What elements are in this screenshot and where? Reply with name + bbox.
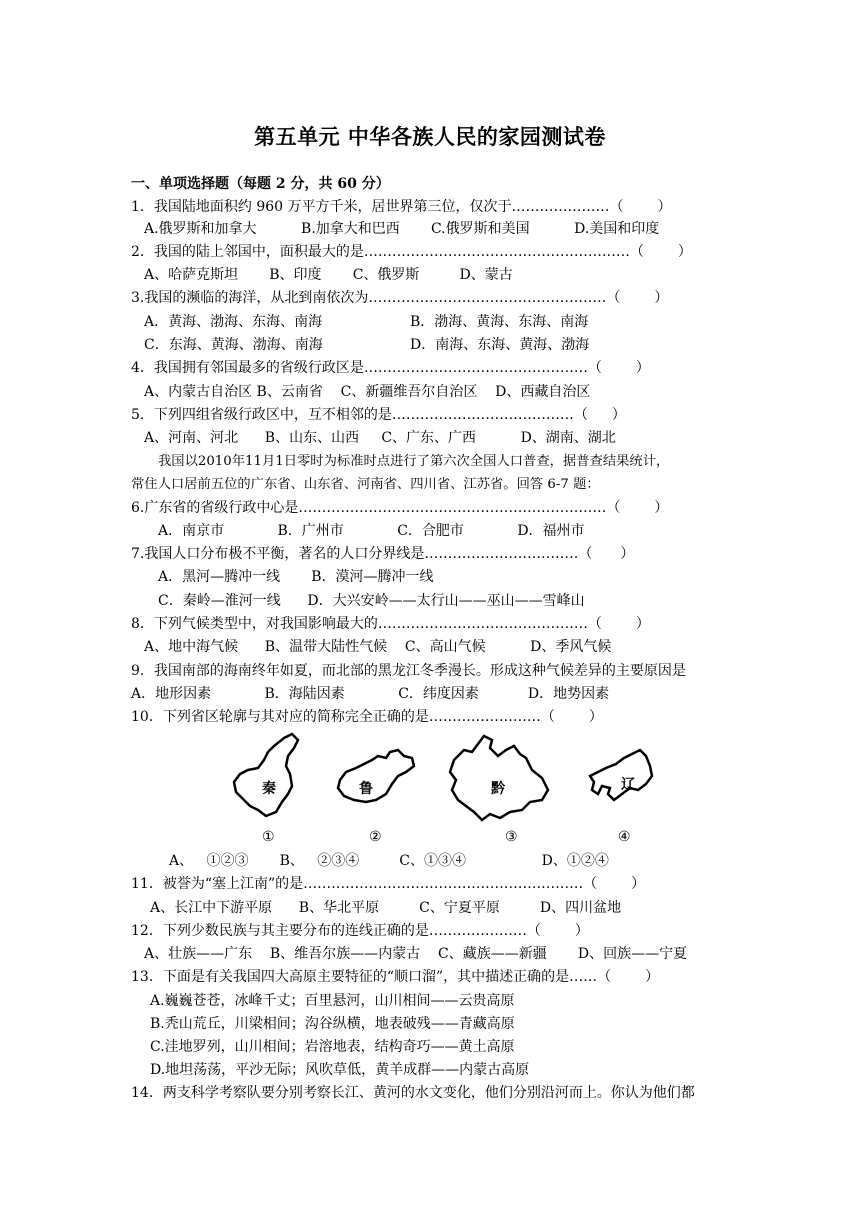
answer-paren-close: ） <box>620 546 635 562</box>
answer-paren-close: ） <box>588 709 603 725</box>
answer-paren-close: ） <box>677 244 692 260</box>
answer-paren-close: ） <box>635 360 650 376</box>
shandong-outline-map <box>338 750 414 802</box>
answer-paren-close: ） <box>654 500 669 516</box>
question-stem: 3.我国的濒临的海洋，从北到南依次为……………………………………………（ <box>131 290 621 306</box>
province-outline-maps <box>226 730 666 826</box>
question-2-options: A、哈萨克斯坦 B、印度 C、俄罗斯 D、蒙古 <box>144 267 513 283</box>
map-label-qin: 秦 <box>262 781 276 797</box>
question-12-options: A、壮族——广东 B、维吾尔族——内蒙古 C、藏族——新疆 D、回族——宁夏 <box>144 946 688 962</box>
question-3-option-d: D．南海、东海、黄海、渤海 <box>410 337 590 353</box>
question-stem: 8．下列气候类型中，对我国影响最大的………………………………………（ <box>131 616 602 632</box>
question-12 <box>131 921 589 941</box>
question-13 <box>131 967 659 987</box>
question-stem: 7.我国人口分布极不平衡，著名的人口分界线是……………………………（ <box>131 546 593 562</box>
reading-passage-line-2: 常住人口居前五位的广东省、山东省、河南省、四川省、江苏省。回答 6-7 题： <box>131 477 600 492</box>
map-label-qian: 黔 <box>491 781 505 797</box>
question-7-options-cd: C．秦岭—淮河一线 D．大兴安岭——太行山——巫山——雪峰山 <box>158 593 585 609</box>
question-3-option-b: B．渤海、黄海、东海、南海 <box>410 314 589 330</box>
question-4-options: A、内蒙古自治区 B、云南省 C、新疆维吾尔自治区 D、西藏自治区 <box>144 384 591 400</box>
question-13-option-d: D.地坦荡荡，平沙无际；风吹草低，黄羊成群——内蒙古高原 <box>150 1062 530 1078</box>
question-10-options: A、 ①②③ B、 ②③④ C、①③④ D、①②④ <box>169 853 609 869</box>
question-9: 9．我国南部的海南终年如夏，而北部的黑龙江冬季漫长。形成这种气候差异的主要原因是 <box>131 663 686 679</box>
question-11-options: A、长江中下游平原 B、华北平原 C、宁夏平原 D、四川盆地 <box>150 900 622 916</box>
map-number-4: ④ <box>618 829 631 845</box>
question-2 <box>131 242 692 262</box>
map-label-lu: 鲁 <box>359 781 373 797</box>
question-9-options: A．地形因素 B．海陆因素 C．纬度因素 D．地势因素 <box>131 686 610 702</box>
map-number-3: ③ <box>505 829 518 845</box>
answer-paren-close: ） <box>611 407 626 423</box>
question-5-options: A、河南、河北 B、山东、山西 C、广东、广西 D、湖南、湖北 <box>144 430 616 446</box>
question-7 <box>131 544 634 564</box>
question-6 <box>131 498 668 518</box>
question-stem: 6.广东省的省级行政中心是…………………………………………………………（ <box>131 500 621 516</box>
question-8 <box>131 614 650 634</box>
answer-paren-close: ） <box>635 616 650 632</box>
map-number-1: ① <box>262 829 275 845</box>
answer-paren-close: ） <box>657 199 672 215</box>
answer-paren-close: ） <box>574 923 589 939</box>
question-stem: 5．下列四组省级行政区中，互不相邻的是…………………………………（ <box>131 407 588 423</box>
question-11 <box>131 874 645 894</box>
question-13-option-a: A.巍巍苍苍，冰峰千丈；百里悬河，山川相间——云贵高原 <box>150 993 515 1009</box>
question-6-options: A．南京市 B．广州市 C．合肥市 D．福州市 <box>158 523 585 539</box>
question-stem: 10．下列省区轮廓与其对应的简称完全正确的是……………………（ <box>131 709 555 725</box>
question-1-options: A.俄罗斯和加拿大 B.加拿大和巴西 C.俄罗斯和美国 D.美国和印度 <box>144 221 660 237</box>
question-7-options-ab: A．黑河—腾冲一线 B．漠河—腾冲一线 <box>158 569 434 585</box>
question-3-option-c: C．东海、黄海、渤海、南海 <box>144 337 323 353</box>
page-title: 第五单元 中华各族人民的家园测试卷 <box>254 125 606 149</box>
shaanxi-outline-map <box>234 734 298 816</box>
question-1 <box>131 197 672 217</box>
question-stem: 11．被誉为“塞上江南”的是……………………………………………………（ <box>131 876 598 892</box>
question-8-options: A、地中海气候 B、温带大陆性气候 C、高山气候 D、季风气候 <box>144 639 612 655</box>
answer-paren-close: ） <box>631 876 646 892</box>
answer-paren-close: ） <box>654 290 669 306</box>
question-stem: 1．我国陆地面积约 960 万平方千米，居世界第三位，仅次于…………………（ <box>131 199 624 215</box>
question-stem: 13．下面是有关我国四大高原主要特征的“顺口溜”，其中描述正确的是……（ <box>131 969 612 985</box>
question-stem: 4．我国拥有邻国最多的省级行政区是…………………………………………（ <box>131 360 602 376</box>
map-label-liao: 辽 <box>621 777 635 793</box>
section-heading: 一、单项选择题（每题 2 分，共 60 分） <box>131 176 390 192</box>
question-3 <box>131 288 668 308</box>
question-stem: 12．下列少数民族与其主要分布的连线正确的是…………………（ <box>131 923 541 939</box>
question-stem: 2．我国的陆上邻国中，面积最大的是…………………………………………………（ <box>131 244 644 260</box>
answer-paren-close: ） <box>645 969 660 985</box>
question-4 <box>131 358 650 378</box>
question-10 <box>131 707 603 727</box>
question-13-option-b: B.秃山荒丘，川梁相间；沟谷纵横，地表破残——青藏高原 <box>150 1016 515 1032</box>
reading-passage-line-1: 我国以2010年11月1日零时为标准时点进行了第六次全国人口普查，据普查结果统计， <box>158 454 670 469</box>
question-3-option-a: A．黄海、渤海、东海、南海 <box>144 314 323 330</box>
question-14: 14．两支科学考察队要分别考察长江、黄河的水文变化，他们分别沿河而上。你认为他们都 <box>131 1085 695 1101</box>
question-13-option-c: C.洼地罗列，山川相间；岩溶地表，结构奇巧——黄土高原 <box>150 1039 515 1055</box>
question-5 <box>131 405 626 425</box>
map-number-2: ② <box>369 829 382 845</box>
